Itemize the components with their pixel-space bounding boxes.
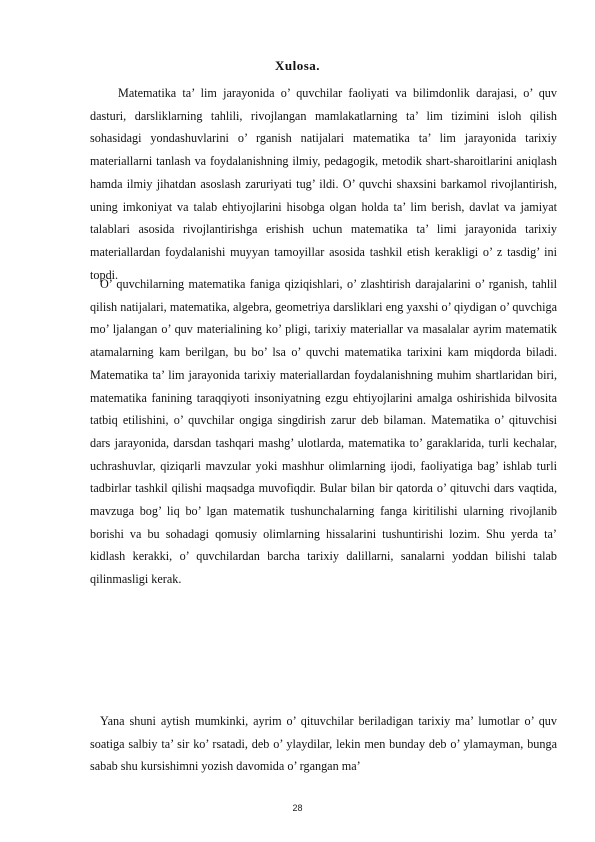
section-title: Xulosa.	[274, 58, 321, 73]
paragraph-conclusion-3	[90, 710, 557, 778]
paragraph-conclusion-1	[90, 82, 557, 286]
paragraph-text: Yana shuni aytish mumkinki, ayrim o’ qituvchilar beriladigan tarixiy ma’ lumotlar o’ quv soatiga salbiy ta’ sir ko’ rsatadi, deb o’ ylaydilar, lekin men bunday deb o’ ylamayman, bunga sabab shu kursishimni yozish davomida o’ rgangan ma’	[90, 714, 557, 774]
paragraph-text: O’ quvchilarning matematika faniga qiziqishlari, o’ zlashtirish darajalarini o’ rganish, tahlil qilish natijalari, matematika, algebra, geometriya darsliklari eng yaxshi o’ qiydigan o’ quvchiga mo’ ljalangan o’ quv materialining ko’ pligi, tarixiy materiallar va masalalar ayrim matematik atamalarning kam berilgan, bu bo’ lsa o’ quvchi matematika tarixini kam miqdorda biladi. Matematika ta’ lim jarayonida tarixiy materiallardan foydalanishning muhim shartlaridan biri, matematika fanining taraqqiyoti insoniyatning ezgu ehtiyojlarini amalga oshirishida bilvosita tatbiq etilishini, o’ quvchilar ongiga singdirish zarur deb bilaman. Matematika o’ qituvchisi dars jarayonida, darsdan tashqari mashg’ ulotlarda, matematika to’ garaklarida, turli kechalar, uchrashuvlar, qiziqarli mavzular yoki mashhur olimlarning ijodi, faoliyatiga bag’ ishlab turli tadbirlar tashkil qilishi maqsadga muvofiqdir. Bular bilan bir qatorda o’ qituvchi dars vaqtida, mavzuga bog’ liq bo’ lgan matematik tushunchalarning fanga kiritilishi ularning rivojlanib borishi va bu sohadagi qomusiy olimlarning hissalarini tushuntirishi lozim. Shu yerda ta’ kidlash kerakki, o’ quvchilardan barcha tarixiy dalillarni, sanalarni yoddan bilishi talab qilinmasligi kerak.	[90, 277, 557, 587]
paragraph-text: Matematika ta’ lim jarayonida o’ quvchilar faoliyati va bilimdonlik darajasi, o’ quv dasturi, darsliklarning tahlili, rivojlangan mamlakatlarning ta’ lim tizimini isloh qilish sohasidagi yondashuvlarini o’ rganish natijalari matematika ta’ lim jarayonida tarixiy materiallarni tanlash va foydalanishning ilmiy, pedagogik, metodik shart-sharoitlarini aniqlash hamda ilmiy jihatdan asoslash zaruriyati tug’ ildi. O’ quvchi shaxsini barkamol rivojlantirish, uning imkoniyat va talab ehtiyojlarini hisobga olgan holda ta’ lim berish, davlat va jamiyat talablari asosida rivojlantirishga erishish uchun matematika ta’ limi jarayonida tarixiy materiallardan foydalanishi muyyan tamoyillar asosida tashkil etish kerakligi o’ z tasdig’ ini topdi.	[90, 86, 557, 282]
paragraph-conclusion-2	[90, 273, 557, 591]
page-number: 28	[292, 803, 303, 813]
